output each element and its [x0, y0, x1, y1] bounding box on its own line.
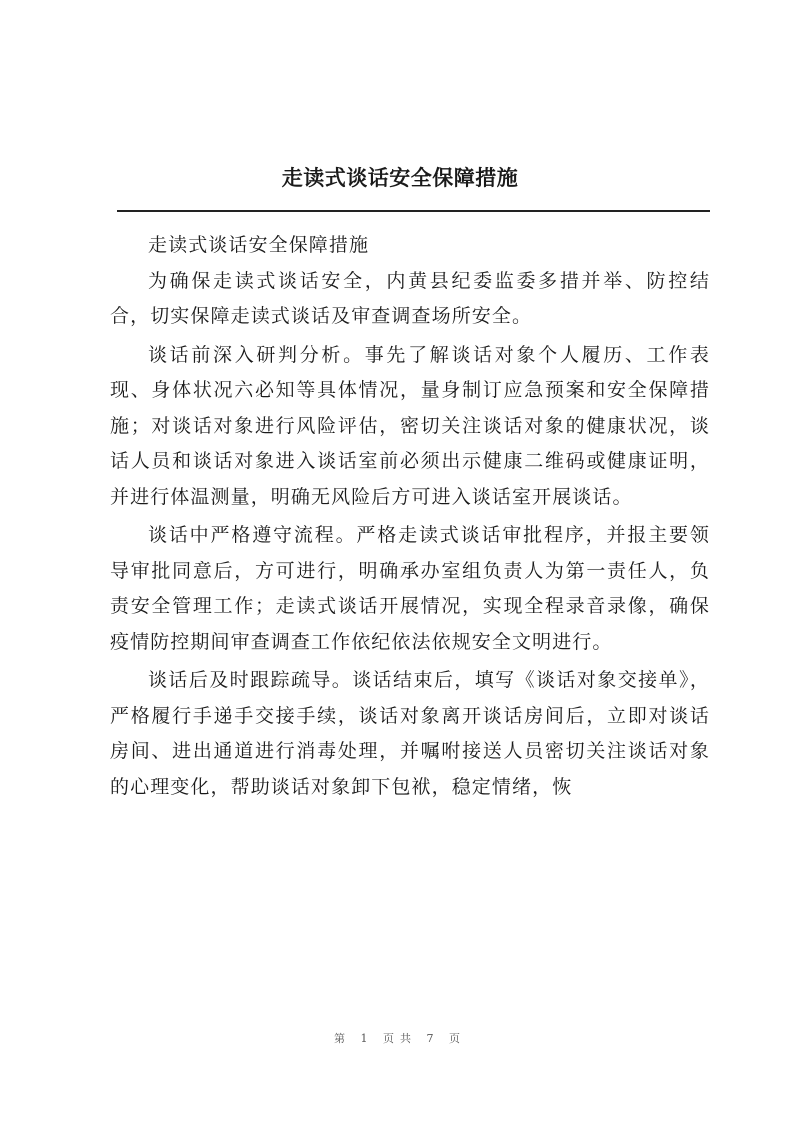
title-divider: [117, 210, 710, 212]
body-paragraph-1: 走读式谈话安全保障措施: [148, 234, 370, 256]
body-paragraph-5: 谈话后及时跟踪疏导。谈话结束后，填写《谈话对象交接单》，严格履行手递手交接手续，谈话对象离开谈话房间后，立即对谈话房间、进出通道进行消毒处理，并嘱咐接送人员密切关注谈话对象的心理变化，帮助谈话对象卸下包袱，稳定情绪，恢: [110, 669, 710, 798]
document-body: [110, 228, 710, 805]
document-title: 走读式谈话安全保障措施: [281, 166, 519, 190]
body-paragraph-2: 为确保走读式谈话安全，内黄县纪委监委多措并举、防控结合，切实保障走读式谈话及审查调查场所安全。: [110, 269, 710, 327]
body-paragraph-4: 谈话中严格遵守流程。严格走读式谈话审批程序，并报主要领导审批同意后，方可进行，明确承办室组负责人为第一责任人，负责安全管理工作；走读式谈话开展情况，实现全程录音录像，确保疫情防控期间审查调查工作依纪依法依规安全文明进行。: [110, 524, 710, 653]
page-number-footer: 第 1 页共 7 页: [334, 1032, 466, 1045]
body-paragraph-3: 谈话前深入研判分析。事先了解谈话对象个人履历、工作表现、身体状况六必知等具体情况，量身制订应急预案和安全保障措施；对谈话对象进行风险评估，密切关注谈话对象的健康状况，谈话人员和谈话对象进入谈话室前必须出示健康二维码或健康证明，并进行体温测量，明确无风险后方可进入谈话室开展谈话。: [110, 343, 710, 508]
